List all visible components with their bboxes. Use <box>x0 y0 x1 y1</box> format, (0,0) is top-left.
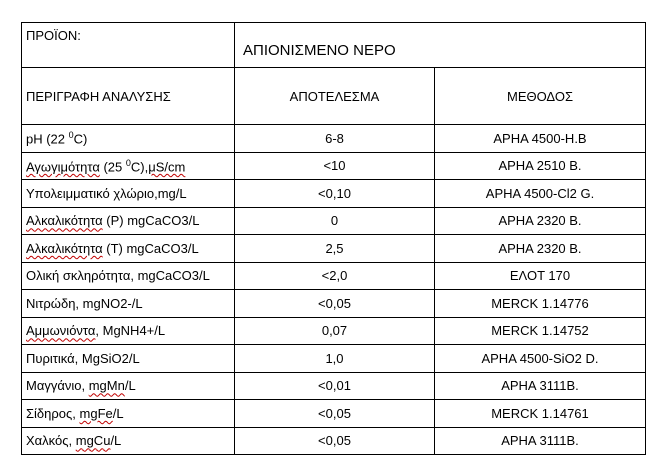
desc-text: Μαγγάνιο, <box>26 378 89 394</box>
row-description <box>22 235 235 263</box>
row-result: 6-8 <box>235 125 435 153</box>
row-method: ΕΛΟΤ 170 <box>435 262 646 290</box>
desc-text: , MgNH4+/L <box>95 323 166 339</box>
desc-text: pH (22 <box>26 131 69 147</box>
row-result: <0,05 <box>235 427 435 455</box>
table-row <box>22 180 646 208</box>
table-row <box>22 262 646 290</box>
row-description <box>22 152 235 180</box>
header-result: ΑΠΟΤΕΛΕΣΜΑ <box>235 68 435 125</box>
superscript: 0 <box>125 157 131 168</box>
desc-text: Σίδηρος, <box>26 405 80 421</box>
table-row <box>22 207 646 235</box>
table-row <box>22 290 646 318</box>
desc-text: mgCu <box>75 433 111 449</box>
row-method: APHA 4500-H.B <box>435 125 646 153</box>
row-result: <0,05 <box>235 400 435 428</box>
header-method: ΜΕΘΟΔΟΣ <box>435 68 646 125</box>
desc-text: Αλκαλικότητα <box>26 213 103 229</box>
row-method: MERCK 1.14752 <box>435 317 646 345</box>
row-result: <0,01 <box>235 372 435 400</box>
desc-text: /L <box>124 378 136 394</box>
table-row <box>22 152 646 180</box>
desc-text: C), <box>130 158 149 174</box>
desc-text: /L <box>112 405 124 421</box>
desc-text: C) <box>73 131 88 147</box>
header-description: ΠΕΡΙΓΡΑΦΗ ΑΝΑΛΥΣΗΣ <box>22 68 235 125</box>
row-description <box>22 400 235 428</box>
row-result: <0,10 <box>235 180 435 208</box>
row-result: 1,0 <box>235 345 435 373</box>
table-row <box>22 317 646 345</box>
row-method: MERCK 1.14776 <box>435 290 646 318</box>
row-method: APHA 2320 B. <box>435 207 646 235</box>
desc-text: (25 <box>99 158 126 174</box>
row-description: Υπολειμματικό χλώριο,mg/L <box>22 180 235 208</box>
header-row <box>22 68 646 125</box>
row-method: MERCK 1.14761 <box>435 400 646 428</box>
row-method: APHA 3111B. <box>435 372 646 400</box>
table-row <box>22 427 646 455</box>
row-description: Πυριτικά, MgSiO2/L <box>22 345 235 373</box>
desc-text: /L <box>110 433 122 449</box>
desc-text: (P) mgCaCO3/L <box>102 213 200 229</box>
desc-text: (T) mgCaCO3/L <box>102 240 199 256</box>
product-name: ΑΠΙΟΝΙΣΜΕΝΟ ΝΕΡΟ <box>235 23 646 68</box>
row-description <box>22 125 235 153</box>
row-description: Νιτρώδη, mgNO2-/L <box>22 290 235 318</box>
desc-text: Αμμωνιόντα <box>26 323 96 339</box>
row-description <box>22 317 235 345</box>
desc-text: μS/cm <box>148 158 186 174</box>
table-row <box>22 125 646 153</box>
row-result: <10 <box>235 152 435 180</box>
desc-text: mgMn <box>88 378 125 394</box>
analysis-table <box>21 22 646 455</box>
row-description <box>22 207 235 235</box>
row-method: APHA 2320 B. <box>435 235 646 263</box>
row-method: APHA 4500-SiO2 D. <box>435 345 646 373</box>
row-method: APHA 3111B. <box>435 427 646 455</box>
product-row <box>22 23 646 68</box>
desc-text: Χαλκός, <box>26 433 76 449</box>
row-result: <0,05 <box>235 290 435 318</box>
row-result: 2,5 <box>235 235 435 263</box>
row-description: Ολική σκληρότητα, mgCaCO3/L <box>22 262 235 290</box>
row-method: APHA 2510 B. <box>435 152 646 180</box>
row-description <box>22 372 235 400</box>
row-result: <2,0 <box>235 262 435 290</box>
row-result: 0,07 <box>235 317 435 345</box>
table-row <box>22 372 646 400</box>
desc-text: mgFe <box>79 405 113 421</box>
superscript: 0 <box>68 130 74 141</box>
product-label: ΠΡΟΪΟΝ: <box>22 23 235 68</box>
desc-text: Αλκαλικότητα <box>26 240 103 256</box>
row-description <box>22 427 235 455</box>
desc-text: Αγωγιμότητα <box>26 158 100 174</box>
table-row <box>22 235 646 263</box>
row-result: 0 <box>235 207 435 235</box>
table-row <box>22 345 646 373</box>
table-row <box>22 400 646 428</box>
row-method: APHA 4500-Cl2 G. <box>435 180 646 208</box>
